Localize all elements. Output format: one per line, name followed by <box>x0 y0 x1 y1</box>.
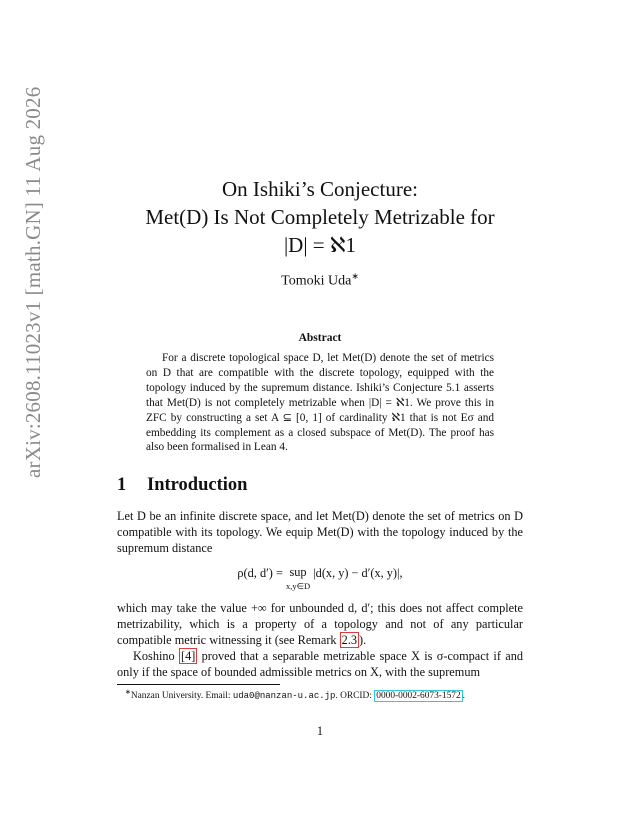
footnote-end: . <box>462 691 465 702</box>
paper-title-line-2: Met(D) Is Not Completely Metrizable for <box>145 205 495 229</box>
paragraph-3-rest: proved that a separable metrizable space X is σ-compact if and only if the space of bounded admissible metrics on X, with the supremum <box>117 649 523 679</box>
section-number: 1 <box>117 475 127 495</box>
author-footnote-mark[interactable]: ∗ <box>351 271 359 281</box>
paragraph-3-text: Koshino <box>133 649 179 663</box>
footnote-mark: ∗ <box>125 688 131 696</box>
citation-link[interactable]: [4] <box>180 649 196 663</box>
equation-lhs: ρ(d, d′) = <box>237 566 286 580</box>
section-heading <box>117 475 247 496</box>
orcid-link[interactable]: 0000-0002-6073-1572 <box>376 691 461 702</box>
equation-rho <box>0 566 640 593</box>
paragraph-2 <box>117 600 523 648</box>
paragraph-3 <box>117 648 523 680</box>
equation-sup <box>286 566 310 593</box>
footnote-text: Nanzan University. Email: <box>130 691 233 702</box>
footnote <box>125 686 535 702</box>
paper-title-line-3: |D| = ℵ1 <box>283 233 357 257</box>
author-line <box>0 271 640 290</box>
equation-rhs: |d(x, y) − d′(x, y)|, <box>310 566 403 580</box>
paragraph-2-end: ). <box>359 633 367 647</box>
footnote-email[interactable]: uda0@nanzan-u.ac.jp <box>232 691 336 702</box>
paragraph-1: Let D be an infinite discrete space, and let Met(D) denote the set of metrics on D compatible with its topology. We equip Met(D) with the topology induced by the supremum distance <box>117 509 523 555</box>
footnote-rule <box>117 684 280 685</box>
abstract-heading: Abstract <box>298 332 342 344</box>
paper-title-line-1: On Ishiki’s Conjecture: <box>222 177 418 201</box>
page-number: 1 <box>316 724 324 738</box>
equation-op: sup <box>289 565 307 579</box>
abstract-text: For a discrete topological space D, let Met(D) denote the set of metrics on D that are compatible with the discrete topology, equipped with the topology induced by the supremum distance. Ishiki’s Conjecture 5.1 asserts that Met(D) is not completely metrizable when |D| = ℵ1. We prove this in ZFC by constructing a set A ⊆ [0, 1] of cardinality ℵ1 that is not Eσ and embedding its complement as a closed subspace of Met(D). The proof has also been formalised in Lean 4. <box>146 352 494 454</box>
section-title: Introduction <box>147 475 248 495</box>
equation-op-sub: x,y∈D <box>285 581 311 591</box>
arxiv-identifier: arXiv:2608.11023v1 [math.GN] 11 Aug 2026 <box>21 86 45 478</box>
footnote-orcid-label: . ORCID: <box>335 691 375 702</box>
author-name: Tomoki Uda <box>281 273 352 289</box>
remark-link[interactable]: 2.3 <box>341 633 358 647</box>
paragraph-2-text: which may take the value +∞ for unbounded d, d′; this does not affect complete metrizability, which is a property of a topology and not of any particular compatible metric witnessing it (see Remark <box>117 601 523 647</box>
